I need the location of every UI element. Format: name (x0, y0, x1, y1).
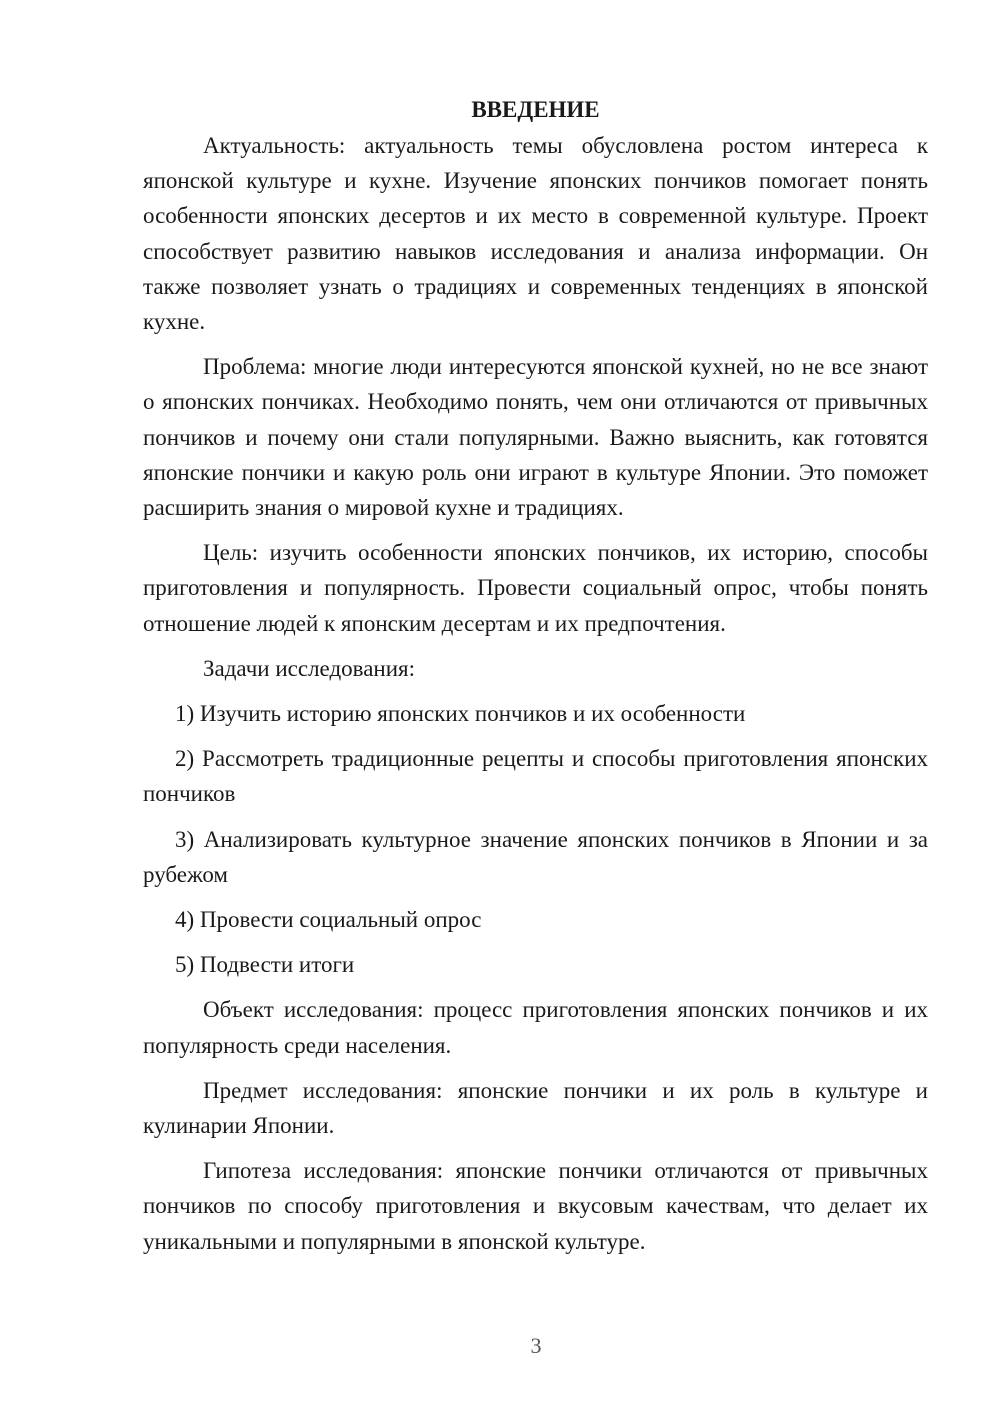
page-content (143, 92, 928, 1269)
paragraph-problem: Проблема: многие люди интересуются японской кухней, но не все знают о японских пончиках. Необходимо понять, чем они отличаются от привычных пончиков и почему они стали популярными. Важно выяснить, как готовятся японские пончики и какую роль они играют в культуре Японии. Это поможет расширить знания о мировой кухне и традициях. (143, 354, 928, 521)
paragraph-subject: Предмет исследования: японские пончики и их роль в культуре и кулинарии Японии. (143, 1077, 928, 1139)
task-item: 5) Подвести итоги (175, 952, 355, 978)
page-title: ВВЕДЕНИЕ (471, 97, 600, 122)
task-item: 4) Провести социальный опрос (175, 907, 482, 933)
task-item: 2) Рассмотреть традиционные рецепты и способы приготовления японских пончиков (143, 746, 928, 807)
page-number: 3 (530, 1333, 542, 1358)
paragraph-object: Объект исследования: процесс приготовления японских пончиков и их популярность среди населения. (143, 997, 928, 1058)
tasks-heading: Задачи исследования: (203, 655, 416, 681)
task-item: 1) Изучить историю японских пончиков и их особенности (175, 701, 746, 727)
paragraph-hypothesis: Гипотеза исследования: японские пончики отличаются от привычных пончиков по способу приготовления и вкусовым качествам, что делает их уникальными и популярными в японской культуре. (143, 1158, 928, 1254)
paragraph-goal: Цель: изучить особенности японских пончиков, их историю, способы приготовления и популярность. Провести социальный опрос, чтобы понять отношение людей к японским десертам и их предпочтения. (143, 540, 928, 636)
paragraph-relevance: Актуальность: актуальность темы обусловлена ростом интереса к японской культуре и кухне. Изучение японских пончиков помогает понять особенности японских десертов и их место в современной культуре. Проект способствует развитию навыков исследования и анализа информации. Он также позволяет узнать о традициях и современных тенденциях в японской кухне. (143, 133, 928, 335)
task-item: 3) Анализировать культурное значение японских пончиков в Японии и за рубежом (143, 826, 928, 887)
